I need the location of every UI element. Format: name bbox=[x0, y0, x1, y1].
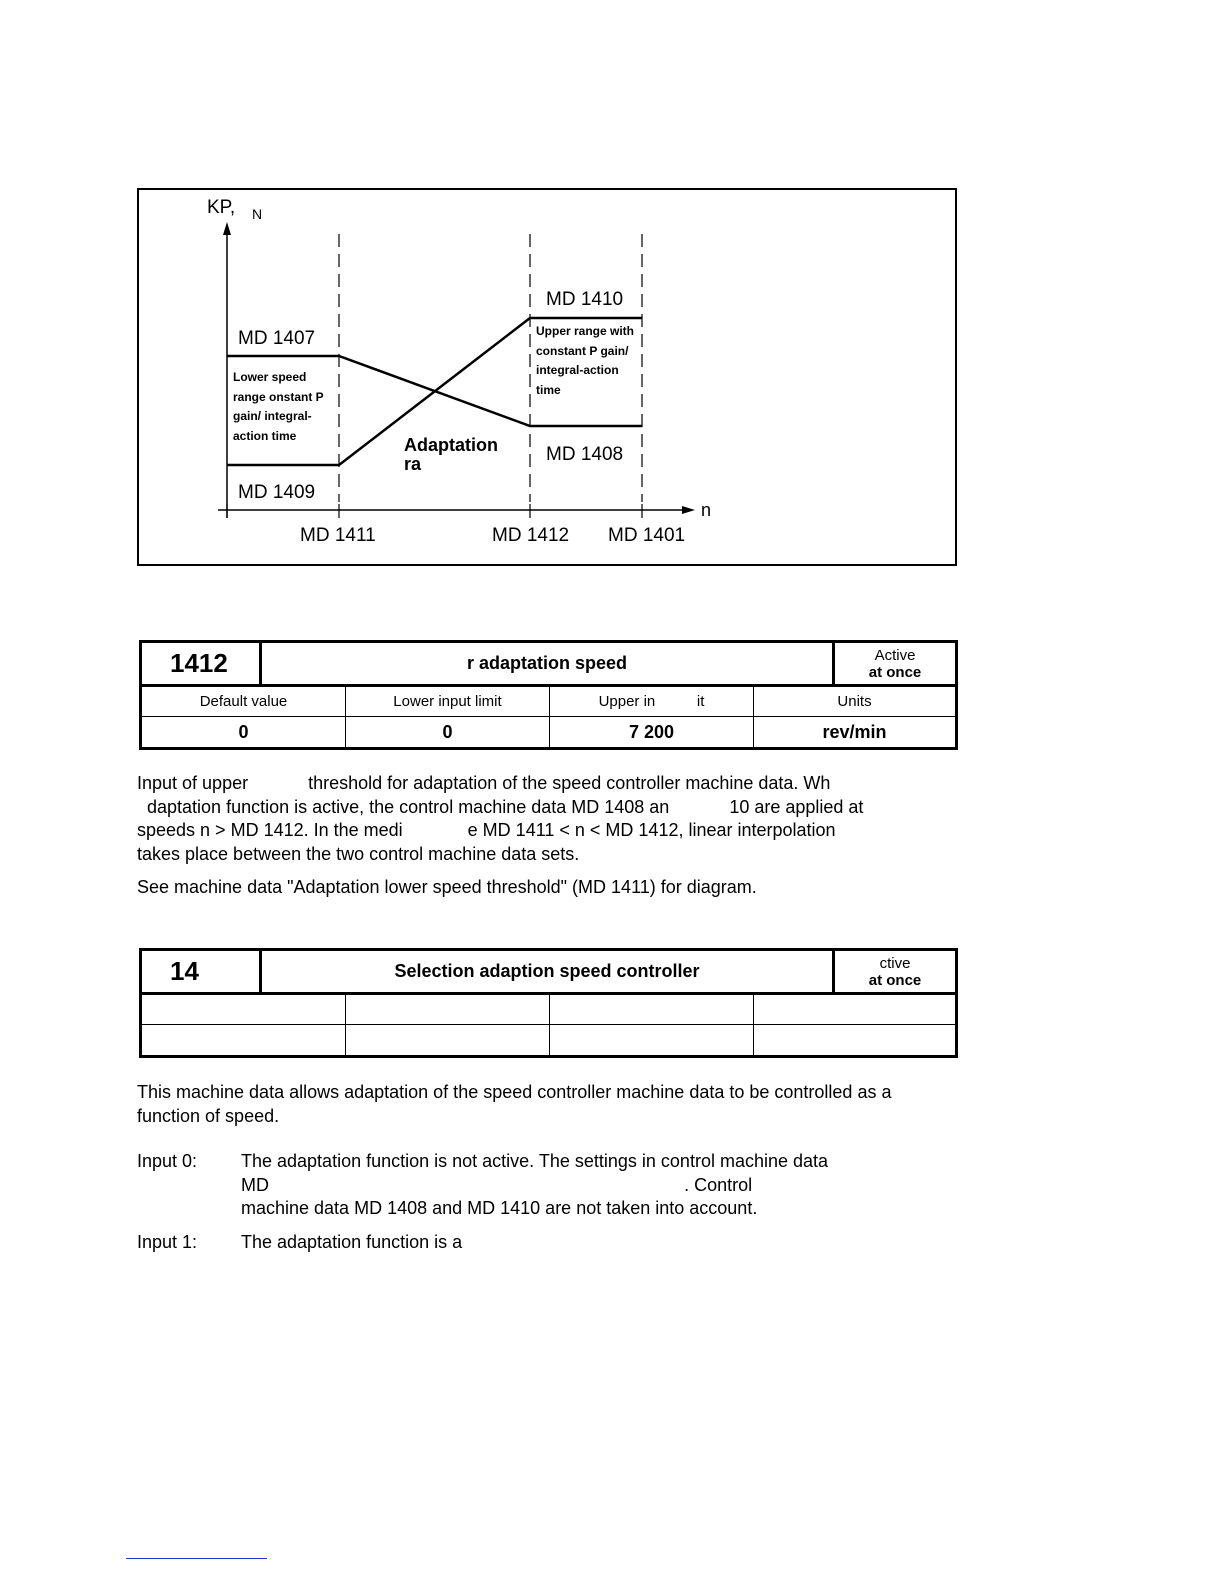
adaptation-diagram bbox=[137, 188, 957, 566]
text-line: takes place between the two control machine data sets. bbox=[137, 843, 580, 864]
text-line: This machine data allows adaptation of the speed controller machine data to be controlled as a bbox=[137, 1082, 892, 1102]
label-md1408: MD 1408 bbox=[546, 444, 624, 465]
empty-cell bbox=[142, 995, 346, 1025]
value-lower-limit: 0 bbox=[346, 717, 550, 747]
input-1-label: Input 1: bbox=[137, 1232, 198, 1252]
md-14-table bbox=[139, 948, 958, 1058]
md-number: 14 bbox=[142, 951, 262, 992]
md-14-description bbox=[137, 1081, 957, 1128]
header-default-value: Default value bbox=[142, 687, 346, 717]
label-md1410: MD 1410 bbox=[546, 289, 624, 310]
label-md1411: MD 1411 bbox=[300, 525, 376, 546]
header-lower-limit: Lower input limit bbox=[346, 687, 550, 717]
md-1412-description bbox=[137, 772, 957, 866]
x-axis-label: n bbox=[701, 500, 712, 520]
label-md1407: MD 1407 bbox=[238, 328, 316, 349]
empty-cell bbox=[346, 995, 550, 1025]
input-0-label: Input 0: bbox=[137, 1151, 198, 1171]
y-axis-arrow bbox=[223, 222, 231, 235]
text-line: Input of upper threshold for adaptation of the speed controller machine data. Wh bbox=[137, 773, 831, 793]
input-1-entry bbox=[137, 1231, 957, 1255]
input-0-text bbox=[241, 1150, 957, 1221]
value-units: rev/min bbox=[822, 722, 887, 742]
empty-cell bbox=[550, 1025, 754, 1055]
input-0-entry bbox=[137, 1150, 957, 1222]
label-md1409: MD 1409 bbox=[238, 482, 316, 503]
text-line: The adaptation function is not active. The settings in control machine data bbox=[241, 1151, 829, 1171]
empty-cell bbox=[754, 995, 955, 1025]
label-md1412: MD 1412 bbox=[492, 525, 570, 546]
y-axis-label: KP, bbox=[207, 197, 236, 218]
md-1412-see-also: See machine data "Adaptation lower speed threshold" (MD 1411) for diagram. bbox=[137, 877, 757, 897]
header-units: Units bbox=[754, 687, 955, 717]
x-axis-arrow bbox=[682, 506, 695, 514]
header-upper-limit: Upper in it bbox=[550, 687, 754, 717]
y-axis-sub-label: N bbox=[252, 206, 263, 222]
text-line: function of speed. bbox=[137, 1105, 280, 1126]
value-default: 0 bbox=[142, 717, 346, 747]
label-md1401: MD 1401 bbox=[608, 525, 686, 546]
text-line: MD . Control bbox=[241, 1174, 753, 1195]
lower-range-text: Lower speed range onstant P gain/ integral-action time bbox=[233, 370, 324, 443]
upper-range-text: Upper range with constant P gain/ integral-action time bbox=[536, 324, 635, 397]
text-line: machine data MD 1408 and MD 1410 are not taken into account. bbox=[241, 1198, 758, 1218]
md-title: r adaptation speed bbox=[262, 643, 835, 684]
text-line: speeds n > MD 1412. In the medi e MD 1411 < n < MD 1412, linear interpolation bbox=[137, 820, 836, 840]
md-title: Selection adaption speed controller bbox=[262, 951, 835, 992]
text-line: daptation function is active, the control machine data MD 1408 an 10 are applied at bbox=[137, 796, 864, 817]
md-number: 1412 bbox=[142, 643, 262, 684]
md-active-status: Active at once bbox=[868, 646, 922, 681]
input-1-text: The adaptation function is a bbox=[241, 1232, 463, 1252]
adaptation-range-text: Adaptation ra bbox=[404, 435, 498, 474]
footnote-rule bbox=[126, 1558, 267, 1559]
empty-cell bbox=[550, 995, 754, 1025]
empty-cell bbox=[346, 1025, 550, 1055]
md-active-status: ctive at once bbox=[868, 954, 922, 989]
md-1412-table bbox=[139, 640, 958, 750]
empty-cell bbox=[754, 1025, 955, 1055]
value-upper-limit: 7 200 bbox=[550, 717, 754, 747]
empty-cell bbox=[142, 1025, 346, 1055]
